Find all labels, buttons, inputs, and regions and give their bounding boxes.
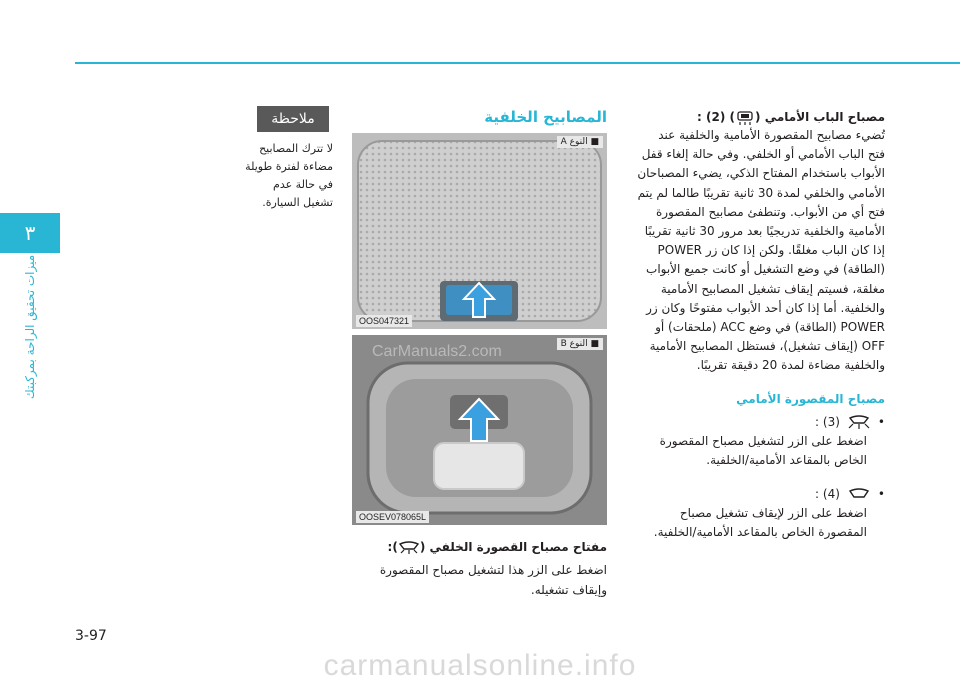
lamp-photo-b	[352, 335, 607, 525]
right-column	[625, 108, 885, 542]
photo-b-code: OOSEV078065L	[356, 511, 429, 523]
photo-a-code: OOS047321	[356, 315, 412, 327]
door-lamp-line: إذا كان الباب مغلقًا. ولكن إذا كان زر POWER	[657, 243, 885, 258]
door-lamp-line: OFF (إيقاف تشغيل)، فستظل المصابيح الأمامية	[649, 339, 885, 354]
door-lamp-line: فتح الباب الأمامي أو الخلفي. وفي حالة إلغاء قفل	[641, 147, 885, 162]
door-lamp-line: تُضيء مصابيح المقصورة الأمامية والخلفية عند	[658, 128, 885, 142]
bullet-dot: •	[877, 414, 885, 429]
bullet-item: • (4) : اضغط على الزر لإيقاف تشغيل مصباح المقصورة الخاص بالمقاعد الأمامية/الخلفية.	[625, 484, 885, 542]
photo-a-label: ■ النوع A	[557, 136, 603, 148]
page-number: 3-97	[75, 628, 107, 644]
rear-switch-text: اضغط على الزر هذا لتشغيل مصباح المقصورة وإيقاف تشغيله.	[379, 563, 607, 597]
chapter-tab: ٣	[0, 213, 60, 253]
side-title: ميزات تحقيق الراحة بمركبتك	[23, 254, 37, 400]
note-text: لا تترك المصابيح مضاءة لفترة طويلة في حالة عدم تشغيل السيارة.	[245, 142, 333, 209]
lamp-on-icon	[846, 414, 872, 430]
rear-lamps-heading: المصابيح الخلفية	[484, 108, 607, 126]
lamp-off-icon	[846, 487, 872, 501]
photo-type-a	[352, 133, 607, 329]
door-lamp-heading: مصباح الباب الأمامي () (2) :	[697, 110, 885, 124]
door-lamp-line: مغلقة، فسيتم إيقاف تشغيل المصابيح الأمامية	[660, 281, 885, 296]
door-lamp-line: الأمامية والخلفية تدريجيًا بعد مرور 30 ثانية تقريبًا	[644, 224, 885, 239]
bullet-dot: •	[877, 486, 885, 501]
door-lamp-line: الأمامي والخلفي لمدة 30 ثانية تقريبًا طالما لم يتم	[637, 185, 885, 200]
door-lamp-line: POWER (الطاقة) في وضع ACC (ملحقات) أو	[655, 320, 885, 335]
door-lamp-line: (الطاقة) في وضع التشغيل أو كانت جميع الأبواب	[646, 262, 885, 277]
note-badge: ملاحظة	[257, 106, 329, 132]
rear-dome-lamp-icon	[398, 541, 420, 555]
door-lamp-line: والخلفية. أما إذا كان أحد الأبواب مفتوحًا وكان زر	[646, 300, 885, 315]
door-lamp-line: والخلفية مضاءة لمدة 20 دقيقة تقريبًا.	[696, 358, 885, 373]
photo-b-watermark: CarManuals2.com	[372, 343, 502, 360]
photo-b-label: ■ النوع B	[557, 338, 603, 350]
front-cabin-lamp-heading: مصباح المقصورة الأمامي	[736, 391, 885, 406]
top-rule	[75, 62, 960, 64]
lamp-photo-a	[352, 133, 607, 329]
door-lamp-line: فتح أي من الأبواب. وتنطفئ مصابيح المقصورة	[656, 204, 885, 219]
door-lamp-line: الأبواب باستخدام المفتاح الذكي، يضيء المصباحان	[637, 166, 885, 181]
site-watermark: carmanualsonline.info	[323, 649, 637, 682]
door-lamp-icon	[735, 110, 755, 126]
photo-type-b	[352, 335, 607, 525]
rear-switch-title: مفتاح مصباح القصورة الخلفي ():	[387, 540, 607, 554]
bullet-item: • (3) : اضغط على الزر لتشغيل مصباح المقصورة الخاص بالمقاعد الأمامية/الخلفية.	[625, 412, 885, 470]
